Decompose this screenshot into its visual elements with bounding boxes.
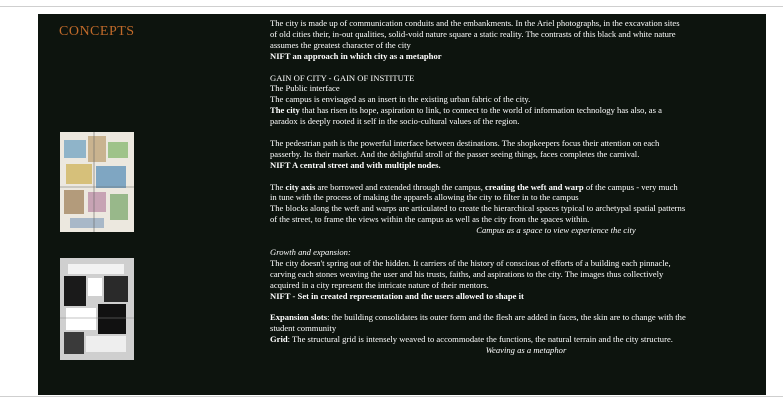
text-line: The city doesn't spring out of the hidden. It carriers of the history of conscious of efforts of a building each pinnacle, bbox=[270, 257, 671, 268]
text-line: assumes the greatest character of the city bbox=[270, 39, 411, 50]
massing-model-image bbox=[60, 258, 134, 360]
nift-metaphor-note: NIFT an approach in which city as a metaphor bbox=[270, 50, 442, 61]
caption: Campus as a space to view experience the city bbox=[476, 225, 636, 236]
section-heading: GAIN OF CITY - GAIN OF INSTITUTE bbox=[270, 72, 415, 83]
text-line bbox=[270, 105, 762, 116]
section-subheading: The Public interface bbox=[270, 83, 340, 94]
text-line: carving each stones weaving the user and his trusts, faiths, and aspirations to the city. The images thus collectively bbox=[270, 268, 664, 279]
site-plan-image bbox=[60, 132, 134, 232]
text-line: student community bbox=[270, 323, 337, 334]
text-line: paradox is deeply rooted it self in the socio-cultural values of the region. bbox=[270, 116, 520, 127]
bold-term: city axis bbox=[285, 181, 316, 192]
nift-users-note: NIFT - Set in created representation and the users allowed to shape it bbox=[270, 290, 524, 301]
text-line: The city axis are borrowed and extended through the campus, creating the weft and warp of the campus - very much bbox=[270, 181, 678, 192]
bold-term: The city bbox=[270, 105, 300, 116]
bold-term: Expansion slots bbox=[270, 312, 328, 323]
nift-street-note: NIFT A central street and with multiple nodes. bbox=[270, 159, 441, 170]
bold-term: creating the weft and warp bbox=[485, 181, 584, 192]
text-span: that has risen its hope, aspiration to link, to connect to the world of information technology has also, as a bbox=[299, 105, 662, 116]
text-line-bold bbox=[270, 51, 762, 62]
bold-term: Grid bbox=[270, 334, 288, 345]
bottom-border-line bbox=[0, 396, 783, 397]
text-line-bold bbox=[270, 160, 762, 171]
content-panel bbox=[38, 14, 766, 395]
text-line: The city is made up of communication conduits and the embankments. In the Ariel photographs, in the excavation sites bbox=[270, 18, 680, 28]
section-heading: Growth and expansion: bbox=[270, 246, 351, 257]
text-line: Grid: The structural grid is intensely weaved to accommodate the functions, the natural terrain and the city structure. bbox=[270, 334, 673, 345]
text-line: The blocks along the weft and warps are articulated to create the hierarchical spaces typical to archetypal spatial patterns bbox=[270, 203, 686, 214]
text-line: in tune with the process of making the apparels allowing the city to filter in to the campus bbox=[270, 192, 579, 203]
text-line: The pedestrian path is the powerful interface between destinations. The shopkeepers focus their attention on each bbox=[270, 137, 660, 148]
text-line: of the street, to frame the views within the campus as well as the city from the spaces within. bbox=[270, 214, 590, 225]
text-line: of old cities their, in-out qualities, solid-void nature square a static reality. The contrasts of this black and white nature bbox=[270, 28, 676, 39]
text-line-bold bbox=[270, 291, 762, 302]
caption: Weaving as a metaphor bbox=[485, 345, 567, 356]
text-line: The campus is envisaged as an insert in the existing urban fabric of the city. bbox=[270, 94, 531, 105]
text-line: acquired in a city represent the intricate nature of their mentors. bbox=[270, 279, 489, 290]
page-title: CONCEPTS bbox=[59, 24, 135, 39]
text-line: Expansion slots: the building consolidates its outer form and the flesh are added in faces, the skin are to change with the bbox=[270, 312, 686, 323]
concept-text bbox=[270, 18, 762, 356]
text-line: passerby. Its their market. And the delightful stroll of the passer seeing things, faces completes the carnival. bbox=[270, 148, 640, 159]
top-border-line bbox=[0, 6, 783, 7]
